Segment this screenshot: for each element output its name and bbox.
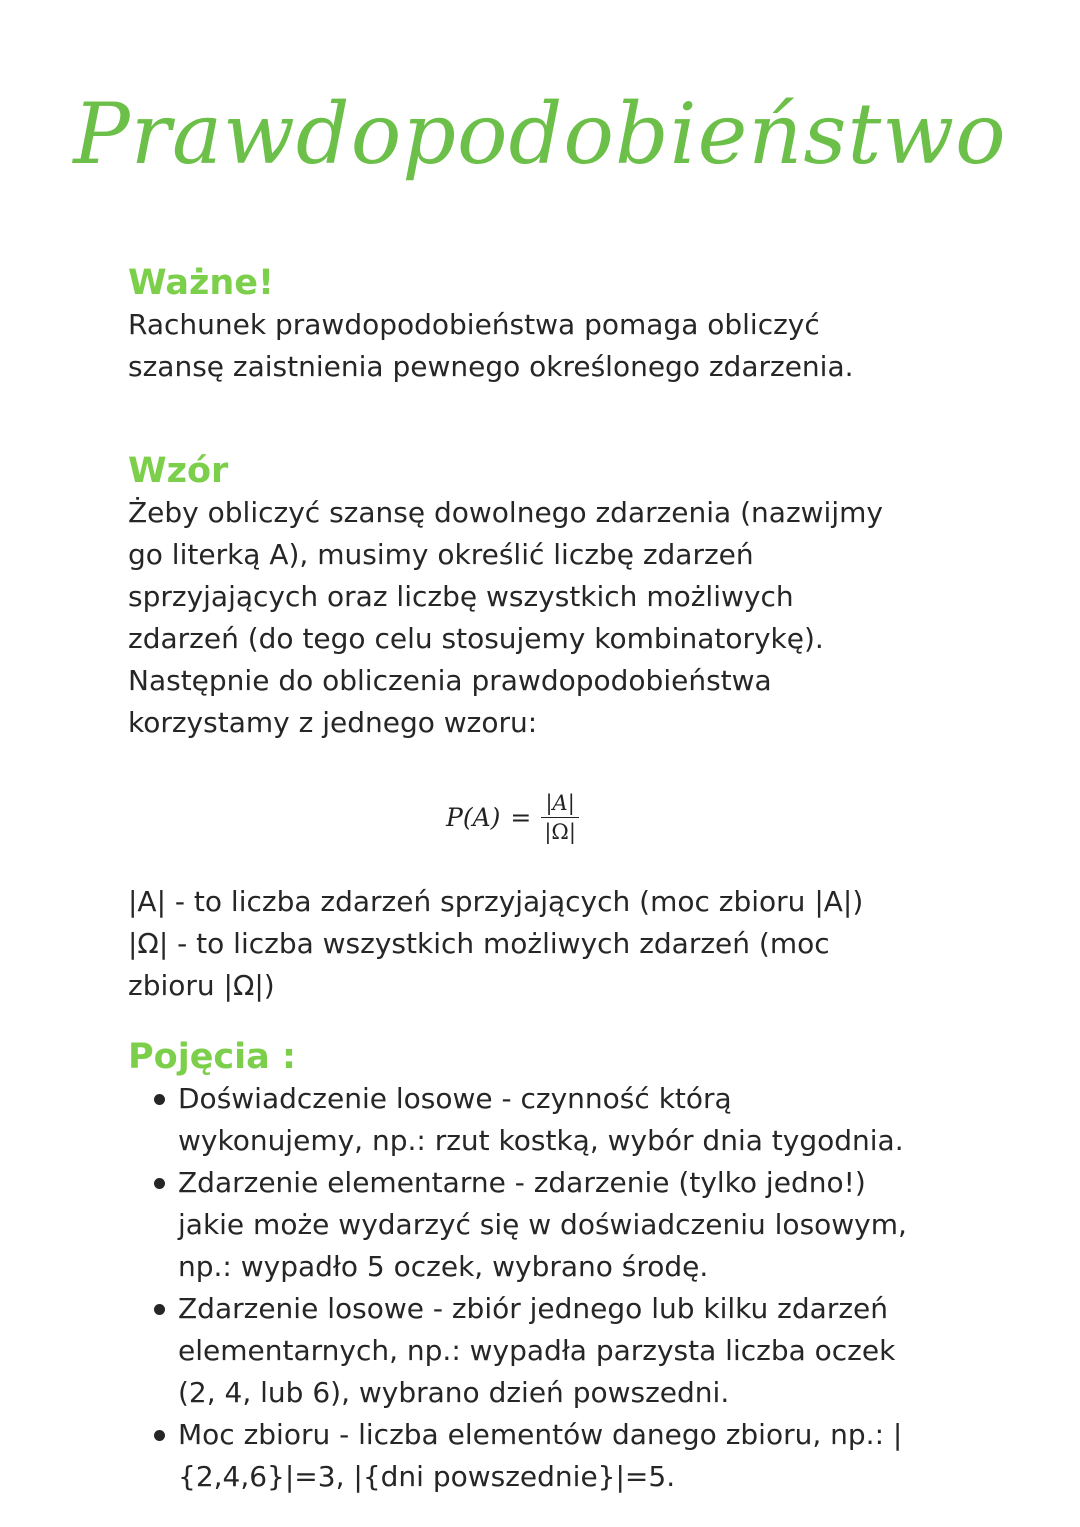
formula-fraction	[541, 792, 579, 843]
list-item	[128, 1078, 1028, 1162]
list-item-text: Zdarzenie elementarne - zdarzenie (tylko jedno!) jakie może wydarzyć się w doświadczeniu losowym, np.: wypadło 5 oczek, wybrano środę.	[178, 1166, 907, 1283]
list-item-text: Moc zbioru - liczba elementów danego zbioru, np.: | {2,4,6}|=3, |{dni powszednie}|=5.	[178, 1418, 903, 1493]
fraction-bar	[541, 817, 579, 818]
formula-denominator: |Ω|	[544, 820, 576, 845]
formula-lhs: P(A)	[446, 803, 501, 833]
bullet-icon	[154, 1094, 165, 1105]
formula-numerator: |A|	[545, 791, 575, 815]
definition-a: |A| - to liczba zdarzeń sprzyjających (moc zbioru |A|)	[128, 885, 864, 918]
formula-equals: =	[510, 803, 532, 833]
heading-wzor: Wzór	[128, 451, 229, 491]
concepts-list	[128, 1078, 1028, 1498]
section-definitions	[128, 881, 1008, 1007]
definition-omega: |Ω| - to liczba wszystkich możliwych zdarzeń (moc zbioru |Ω|)	[128, 927, 830, 1002]
bullet-icon	[154, 1178, 165, 1189]
section-wzor	[128, 450, 1008, 744]
bullet-icon	[154, 1304, 165, 1315]
section-wazne	[128, 262, 1008, 388]
bullet-icon	[154, 1430, 165, 1441]
paragraph-wzor: Żeby obliczyć szansę dowolnego zdarzenia (nazwijmy go literką A), musimy określić liczbę zdarzeń sprzyjających oraz liczbę wszystkich możliwych zdarzeń (do tego celu stosujemy kombinatorykę). Następnie do obliczenia prawdopodobieństwa korzystamy z jednego wzoru:	[128, 496, 883, 739]
heading-wazne: Ważne!	[128, 263, 274, 303]
paragraph-wazne: Rachunek prawdopodobieństwa pomaga obliczyć szansę zaistnienia pewnego określonego zdarzenia.	[128, 308, 854, 383]
page-title: Prawdopodobieństwo	[73, 85, 1007, 183]
list-item-text: Zdarzenie losowe - zbiór jednego lub kilku zdarzeń elementarnych, np.: wypadła parzysta liczba oczek (2, 4, lub 6), wybrano dzień powszedni.	[178, 1292, 896, 1409]
section-pojecia	[128, 1036, 1028, 1498]
list-item-text: Doświadczenie losowe - czynność którą wykonujemy, np.: rzut kostką, wybór dnia tygodnia.	[178, 1082, 904, 1157]
list-item	[128, 1288, 1028, 1414]
list-item	[128, 1162, 1028, 1288]
heading-pojecia: Pojęcia :	[128, 1037, 296, 1077]
list-item	[128, 1414, 1028, 1498]
probability-formula	[446, 792, 579, 843]
